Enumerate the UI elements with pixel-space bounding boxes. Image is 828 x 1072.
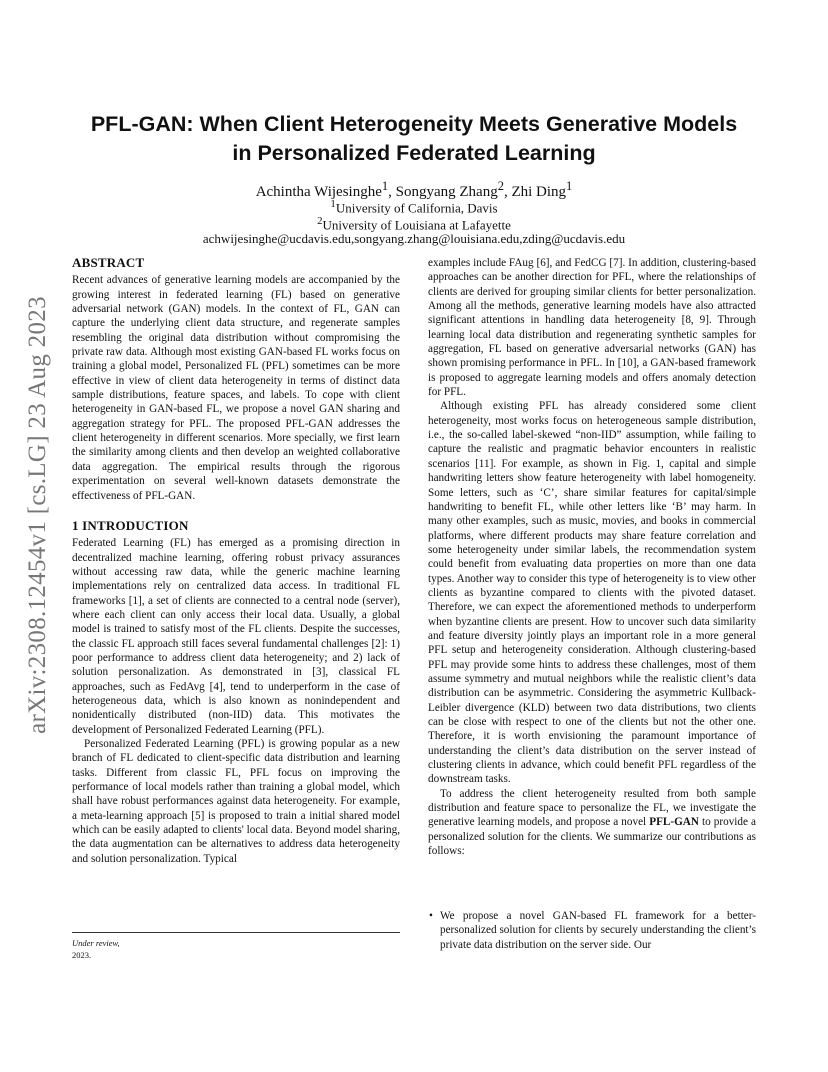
author-name: Achintha Wijesinghe xyxy=(255,184,382,200)
intro-paragraph-3: examples include FAug [6], and FedCG [7]. In addition, clustering-based approaches can be another direction for PFL, where the relationships of clients are derived for grouping similar clients for better personalization. Among all the methods, generative learning models have also attracted significant attentions in handling data heterogeneity [8, 9]. Through learning local data distribution and regenerating synthetic samples for aggregation, FL based on generative adversarial networks (GAN) has shown promising performance in PFL. In [10], a GAN-based framework is proposed to aggregate learning models and offers anomaly detection for PFL. xyxy=(428,257,756,399)
author-name: Songyang Zhang xyxy=(395,184,498,200)
bullet-dot-icon: • xyxy=(429,910,433,922)
intro-paragraph-2: Personalized Federated Learning (PFL) is growing popular as a new branch of FL dedicated to client-specific data distribution and learning tasks. Different from classic FL, PFL focus on improving the performance of local models rather than training a global model, which shall have robust performances against data heterogeneity. For example, a meta-learning approach [5] is proposed to train a initial shared model which can be easily adapted to clients' local data. Beyond model sharing, the data augmentation can be alternatives to address data heterogeneity and solution personalization. Typical xyxy=(72,738,400,865)
intro-paragraph-4: Although existing PFL has already considered some client heterogeneity, most works focus on heterogeneous sample distribution, i.e., the so-called label-skewed “non-IID” assumption, while failing to capture the realistic and pragmatic behavior encounters in realistic scenarios [11]. For example, as shown in Fig. 1, capital and simple handwriting letters show feature heterogeneity with label homogeneity. Some letters, such as ‘C’, share similar features for capital/simple handwriting to benefit FL, while other letters like ‘B’ may harm. In many other examples, such as music, movies, and books in commercial platforms, where different products may share feature correlation and some heterogeneity under similar labels, the recommendation system could benefit from evaluating data properties on more than one data types. Another way to consider this type of heterogeneity is to view other clients as byzantine compared to clients with the pivoted dataset. Therefore, we can expect the aforementioned methods to underperform when byzantine clients are present. How to uncover such data similarity and feature diversity jointly plays an important role in a more general PFL setup and heterogeneity consideration. Although clustering-based PFL may provide some hints to address these challenges, most of them assume symmetry and mutual neighbors while the realistic client’s data distribution can be asymmetric. Considering the asymmetric Kullback-Leibler divergence (KLD) between two data distributions, two clients can be close with respect to one of the clients but not the other one. Therefore, it is worth envisioning the paramount importance of understanding the client’s data distribution on the server instead of clustering clients in advance, which could benefit PFL regardless of the downstream tasks. xyxy=(428,400,756,786)
author-name: Zhi Ding xyxy=(511,184,567,200)
affil-mark: 2 xyxy=(317,215,323,227)
right-column xyxy=(428,256,756,858)
abstract-text: Recent advances of generative learning models are accompanied by the growing interest in federated learning (FL) based on generative adversarial network (GAN) models. In the context of FL, GAN can capture the underlying client data structure, and regenerate samples resembling the original data distribution without compromising the private raw data. Although most existing GAN-based FL works focus on training a global model, Personalized FL (PFL) sometimes can be more effective in view of client data heterogeneity in terms of distinct data sample distributions, feature spaces, and labels. To cope with client heterogeneity in GAN-based FL, we propose a novel GAN sharing and aggregation strategy for PFL. The proposed PFL-GAN addresses the client heterogeneity in different scenarios. More specially, we first learn the similarity among clients and then develop an weighted collaborative data aggregation. The empirical results through the rigorous experimentation on several well-known datasets demonstrate the effectiveness of PFL-GAN. xyxy=(72,274,400,502)
arxiv-identifier: arXiv:2308.12454v1 [cs.LG] 23 Aug 2023 xyxy=(24,296,51,734)
footnote-review-status: Under review, xyxy=(72,938,120,948)
affil-name: University of Louisiana at Lafayette xyxy=(322,217,511,233)
p5-text-before: To address the client heterogeneity resulted from both sample distribution and feature space to personalize the FL, we investigate the generative learning models, and propose a novel xyxy=(428,787,756,829)
introduction-heading: 1 INTRODUCTION xyxy=(72,517,189,533)
title-line-2: in Personalized Federated Learning xyxy=(232,141,596,165)
intro-paragraph-1: Federated Learning (FL) has emerged as a promising direction in decentralized machine learning, offering robust privacy assurances without accessing raw data, while the generic machine learning implementations rely on centralized data access. In traditional FL frameworks [1], a set of clients are connected to a central node (server), where each client can only access their local data. Usually, a global model is trained to satisfy most of the FL clients. Despite the successes, the classic FL approach still faces several fundamental challenges [2]: 1) poor performance to address client data heterogeneity; and 2) lack of solution personalization. As demonstrated in [3], classical FL approaches, such as FedAvg [4], tend to underperform in the case of heterogeneous data, which is also known as nonindependent and nonidentically distributed (non-IID) data. This motivates the development of Personalized Federated Learning (PFL). xyxy=(72,537,400,736)
intro-paragraph-5 xyxy=(428,787,756,859)
arxiv-sidebar xyxy=(18,265,58,765)
footnote xyxy=(72,937,120,961)
author-affil-mark: 1 xyxy=(566,179,573,193)
method-name: PFL-GAN xyxy=(649,816,699,829)
author-emails: achwijesinghe@ucdavis.edu,songyang.zhang@louisiana.edu,zding@ucdavis.edu xyxy=(202,231,626,246)
contribution-bullet xyxy=(429,909,756,952)
author-affil-mark: 2 xyxy=(497,179,504,193)
author-separator: , xyxy=(388,184,396,200)
title-line-1: PFL-GAN: When Client Heterogeneity Meets Generative Models xyxy=(90,112,738,136)
footnote-year: 2023. xyxy=(72,950,92,960)
footnote-divider xyxy=(72,932,400,933)
p5-text-after: to provide a personalized solution for the clients. We summarize our contributions as follows: xyxy=(428,816,757,858)
author-affil-mark: 1 xyxy=(381,179,389,193)
affil-name: University of California, Davis xyxy=(335,200,498,216)
paper-title xyxy=(60,110,768,168)
abstract-heading: ABSTRACT xyxy=(72,255,145,270)
affil-mark: 1 xyxy=(330,198,336,210)
author-separator: , xyxy=(503,184,512,200)
left-column xyxy=(72,256,400,866)
bullet-text: We propose a novel GAN-based FL framework for a better-personalized solution for clients by securely understanding the client’s private data distribution on the server side. Our xyxy=(440,910,756,951)
